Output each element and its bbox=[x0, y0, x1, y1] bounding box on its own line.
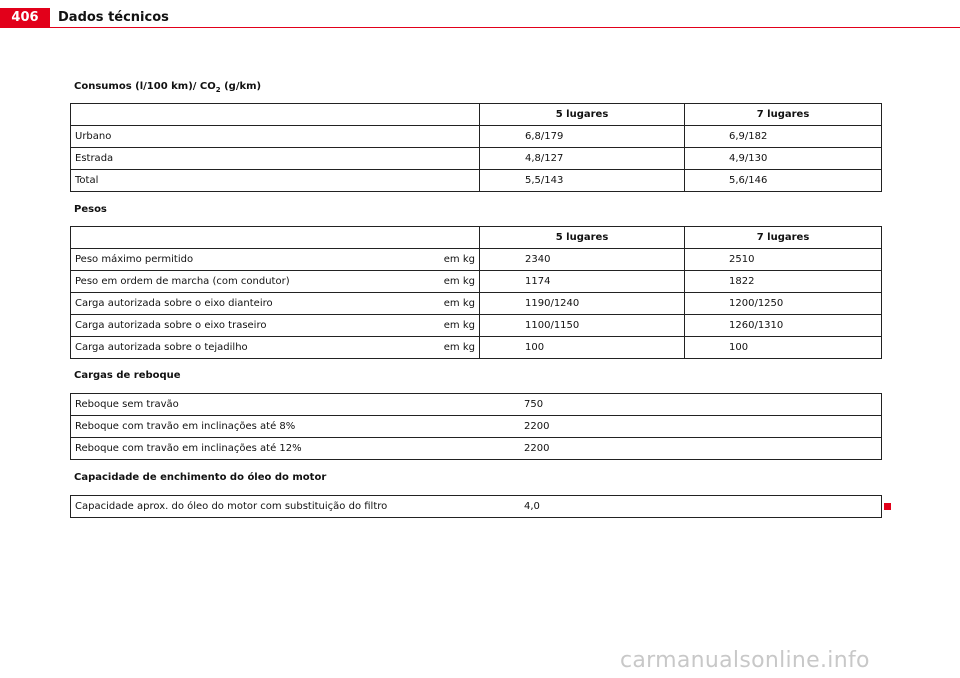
table-header-row bbox=[71, 227, 882, 249]
row-label: Total bbox=[71, 170, 480, 192]
value-5: 100 bbox=[480, 337, 685, 359]
value-7: 100 bbox=[685, 337, 882, 359]
table-row bbox=[71, 271, 882, 293]
row-label: Urbano bbox=[71, 126, 480, 148]
value-7: 1200/1250 bbox=[685, 293, 882, 315]
header-empty-cell bbox=[71, 104, 480, 126]
oleo-table bbox=[70, 495, 882, 518]
row-label: Peso máximo permitido em kg bbox=[71, 249, 480, 271]
value-5: 1190/1240 bbox=[480, 293, 685, 315]
value-7: 6,9/182 bbox=[685, 126, 882, 148]
table-row bbox=[71, 337, 882, 359]
row-label: Carga autorizada sobre o eixo dianteiro em kg bbox=[71, 293, 480, 315]
oleo-title: Capacidade de enchimento do óleo do motor bbox=[74, 472, 327, 483]
header-empty-cell bbox=[71, 227, 480, 249]
table-row bbox=[71, 170, 882, 192]
value-5: 4,8/127 bbox=[480, 148, 685, 170]
table-row bbox=[71, 126, 882, 148]
table-row bbox=[71, 438, 882, 460]
value-7: 1260/1310 bbox=[685, 315, 882, 337]
value-5: 5,5/143 bbox=[480, 170, 685, 192]
page-header bbox=[0, 0, 960, 28]
unit-label: em kg bbox=[443, 276, 475, 287]
value-7: 5,6/146 bbox=[685, 170, 882, 192]
table-row bbox=[71, 315, 882, 337]
unit-label: em kg bbox=[443, 320, 475, 331]
row-label: Peso em ordem de marcha (com condutor) em kg bbox=[71, 271, 480, 293]
value-5: 2340 bbox=[480, 249, 685, 271]
unit-label: em kg bbox=[443, 298, 475, 309]
table-header-row bbox=[71, 104, 882, 126]
row-label: Estrada bbox=[71, 148, 480, 170]
page-title: Dados técnicos bbox=[58, 10, 169, 25]
value: 750 bbox=[479, 394, 882, 416]
watermark: carmanualsonline.info bbox=[620, 648, 870, 673]
value: 2200 bbox=[479, 438, 882, 460]
value-7: 1822 bbox=[685, 271, 882, 293]
value-5: 6,8/179 bbox=[480, 126, 685, 148]
value-5: 1174 bbox=[480, 271, 685, 293]
consumos-table bbox=[70, 103, 882, 192]
value-7: 2510 bbox=[685, 249, 882, 271]
value-5: 1100/1150 bbox=[480, 315, 685, 337]
pesos-table bbox=[70, 226, 882, 359]
table-row bbox=[71, 394, 882, 416]
row-label: Reboque com travão em inclinações até 12% bbox=[71, 438, 480, 460]
table-row bbox=[71, 416, 882, 438]
row-label: Reboque sem travão bbox=[71, 394, 480, 416]
value: 2200 bbox=[479, 416, 882, 438]
pesos-title: Pesos bbox=[74, 204, 107, 215]
table-row bbox=[71, 496, 882, 518]
reboque-table bbox=[70, 393, 882, 460]
section-end-marker bbox=[884, 503, 891, 510]
row-label: Carga autorizada sobre o tejadilho em kg bbox=[71, 337, 480, 359]
table-row bbox=[71, 148, 882, 170]
table-row bbox=[71, 249, 882, 271]
reboque-title: Cargas de reboque bbox=[74, 370, 181, 381]
col-7-lugares: 7 lugares bbox=[685, 104, 882, 126]
value: 4,0 bbox=[479, 496, 882, 518]
col-5-lugares: 5 lugares bbox=[480, 104, 685, 126]
value-7: 4,9/130 bbox=[685, 148, 882, 170]
row-label: Carga autorizada sobre o eixo traseiro em kg bbox=[71, 315, 480, 337]
page-number: 406 bbox=[0, 8, 50, 28]
col-7-lugares: 7 lugares bbox=[685, 227, 882, 249]
header-rule bbox=[0, 27, 960, 28]
unit-label: em kg bbox=[443, 254, 475, 265]
row-label: Reboque com travão em inclinações até 8% bbox=[71, 416, 480, 438]
col-5-lugares: 5 lugares bbox=[480, 227, 685, 249]
row-label: Capacidade aprox. do óleo do motor com substituição do filtro bbox=[71, 496, 480, 518]
unit-label: em kg bbox=[443, 342, 475, 353]
consumos-title: Consumos (l/100 km)/ $CO_2$ (g/km) bbox=[74, 81, 262, 94]
table-row bbox=[71, 293, 882, 315]
